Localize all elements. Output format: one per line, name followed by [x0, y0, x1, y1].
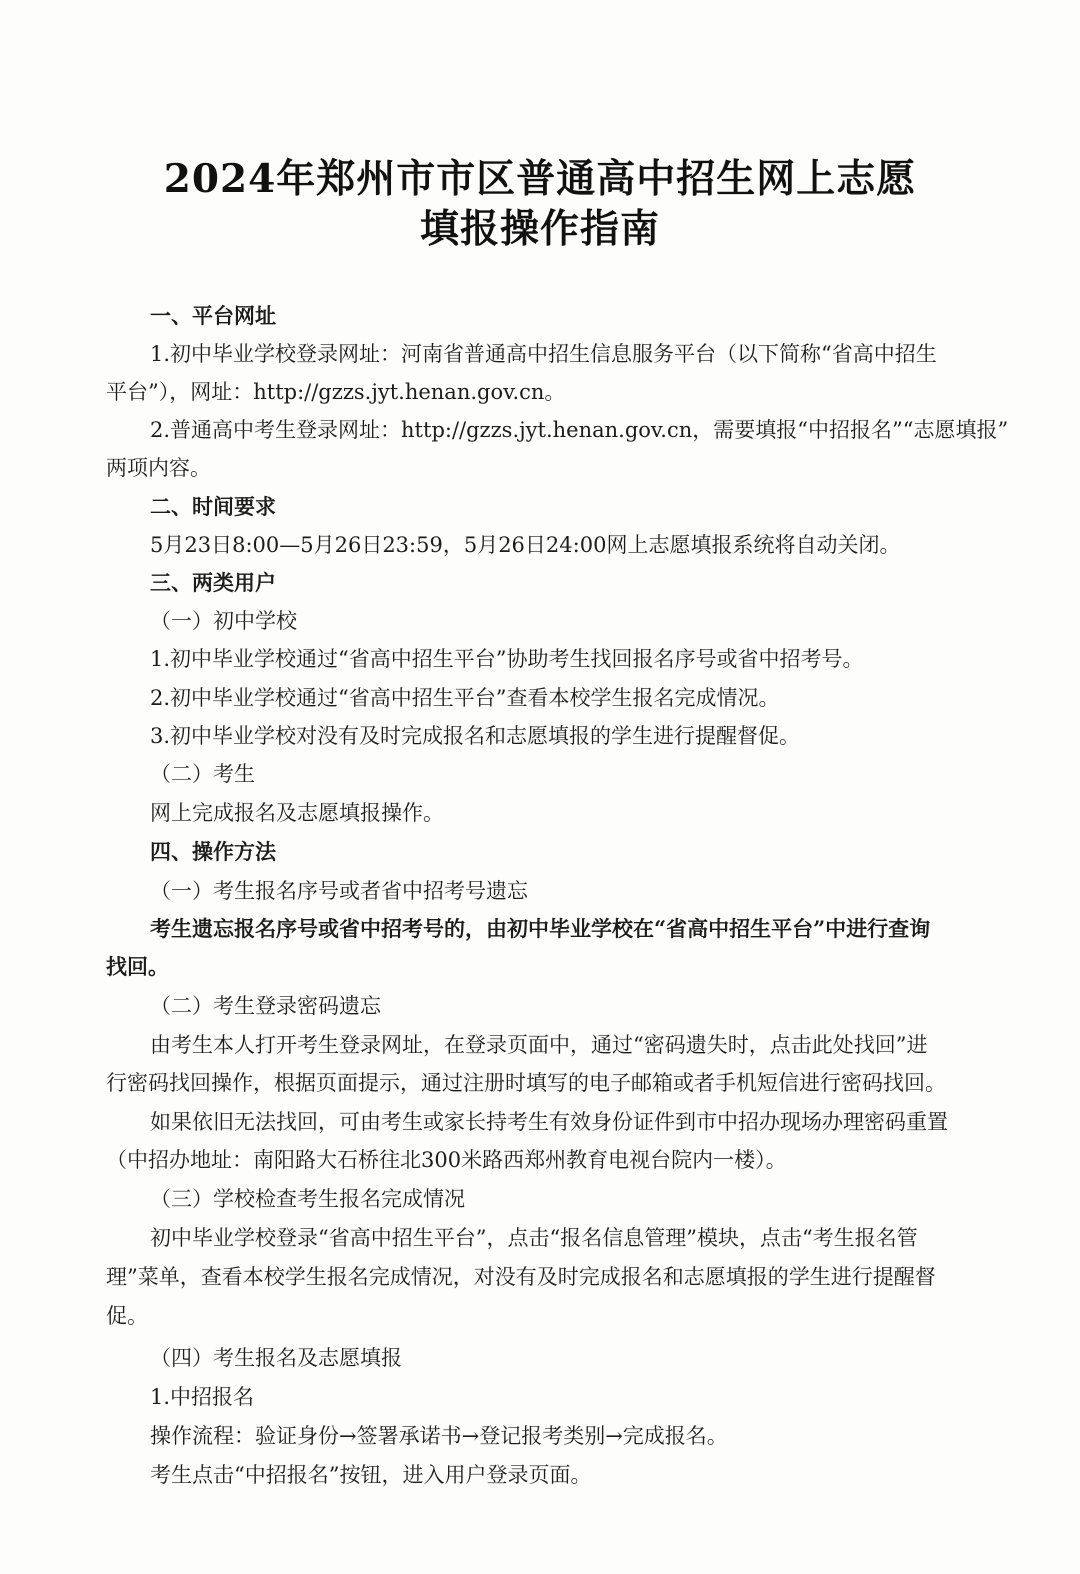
subheading-forgot-number: （一）考生报名序号或者省中招考号遗忘 [150, 879, 528, 903]
document-title-line-1: 2024年郑州市市区普通高中招生网上志愿 [163, 156, 917, 202]
paragraph-line: 促。 [106, 1304, 148, 1328]
paragraph-line: 2.普通高中考生登录网址：http://gzzs.jyt.henan.gov.cn，需要填报“中招报名”“志愿填报” [150, 418, 1009, 442]
paragraph-line: 网上完成报名及志愿填报操作。 [150, 801, 444, 825]
paragraph-line: 1.中招报名 [150, 1385, 255, 1409]
paragraph-line: 2.初中毕业学校通过“省高中招生平台”查看本校学生报名完成情况。 [150, 686, 780, 710]
paragraph-line: 理”菜单，查看本校学生报名完成情况，对没有及时完成报名和志愿填报的学生进行提醒督 [106, 1265, 936, 1289]
paragraph-line: 1.初中毕业学校通过“省高中招生平台”协助考生找回报名序号或省中招考号。 [150, 647, 864, 671]
paragraph-line: 找回。 [106, 954, 169, 979]
paragraph-line: 操作流程：验证身份→签署承诺书→登记报考类别→完成报名。 [150, 1424, 728, 1448]
paragraph-line: 初中毕业学校登录“省高中招生平台”，点击“报名信息管理”模块，点击“考生报名管 [150, 1226, 918, 1250]
paragraph-line: 考生遗忘报名序号或省中招考号的，由初中毕业学校在“省高中招生平台”中进行查询 [150, 916, 931, 941]
subheading-school-check: （三）学校检查考生报名完成情况 [150, 1187, 465, 1211]
section-heading-users: 三、两类用户 [150, 571, 276, 595]
subheading-students: （二）考生 [150, 762, 255, 786]
paragraph-line: 如果依旧无法找回，可由考生或家长持考生有效身份证件到市中招办现场办理密码重置 [150, 1110, 948, 1134]
paragraph-line: 由考生本人打开考生登录网址，在登录页面中，通过“密码遗失时，点击此处找回”进 [150, 1033, 928, 1057]
section-heading-methods: 四、操作方法 [150, 840, 276, 864]
document-title-line-2: 填报操作指南 [419, 206, 660, 252]
paragraph-line: 考生点击“中招报名”按钮，进入用户登录页面。 [150, 1463, 592, 1487]
section-heading-time: 二、时间要求 [150, 495, 276, 519]
paragraph-line: 1.初中毕业学校登录网址：河南省普通高中招生信息服务平台（以下简称“省高中招生 [150, 342, 937, 366]
subheading-registration: （四）考生报名及志愿填报 [150, 1346, 402, 1370]
paragraph-line: 3.初中毕业学校对没有及时完成报名和志愿填报的学生进行提醒督促。 [150, 724, 801, 748]
paragraph-line: 两项内容。 [106, 456, 211, 480]
section-heading-platform: 一、平台网址 [150, 304, 276, 328]
paragraph-line: 5月23日8:00—5月26日23:59，5月26日24:00网上志愿填报系统将自动关闭。 [150, 533, 901, 557]
paragraph-line: （中招办地址：南阳路大石桥往北300米路西郑州教育电视台院内一楼）。 [106, 1148, 787, 1172]
subheading-schools: （一）初中学校 [150, 609, 297, 633]
paragraph-line: 行密码找回操作，根据页面提示，通过注册时填写的电子邮箱或者手机短信进行密码找回。 [106, 1071, 946, 1095]
paragraph-line: 平台”），网址：http://gzzs.jyt.henan.gov.cn。 [106, 380, 566, 404]
subheading-forgot-password: （二）考生登录密码遗忘 [150, 994, 381, 1018]
